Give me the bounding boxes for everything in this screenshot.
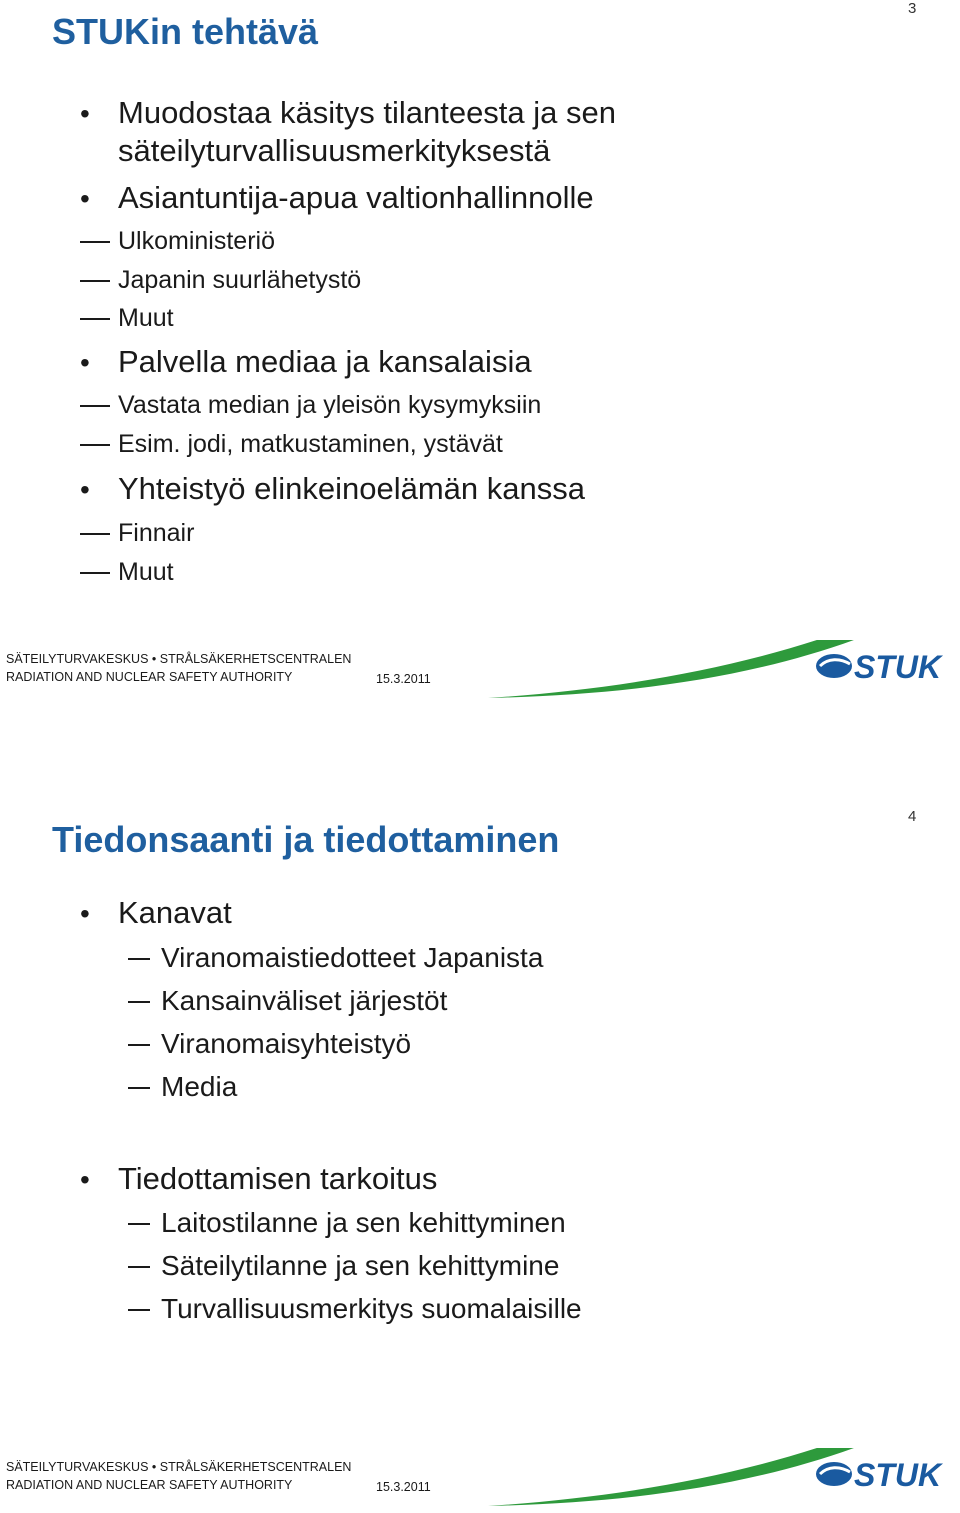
sub-item-text: Viranomaisyhteistyö <box>161 1028 412 1059</box>
bullet-marker <box>80 179 90 218</box>
sub-item-text: Vastata median ja yleisön kysymyksiin <box>118 391 542 419</box>
dash-marker <box>80 389 110 407</box>
dash-marker <box>128 940 150 960</box>
bullet-text: Tiedottamisen tarkoitus <box>118 1161 438 1196</box>
footer-authority: RADIATION AND NUCLEAR SAFETY AUTHORITY <box>6 670 293 684</box>
svg-text:STUK: STUK <box>854 1457 942 1493</box>
page-number: 4 <box>908 808 917 825</box>
footer-date: 15.3.2011 <box>376 1480 431 1494</box>
sub-item-text: Finnair <box>118 519 195 547</box>
page-number: 3 <box>908 0 917 17</box>
sub-item-text: Japanin suurlähetystö <box>118 266 362 294</box>
footer-org-name: SÄTEILYTURVAKESKUS • STRÅLSÄKERHETSCENTRALEN <box>6 652 352 666</box>
bullet-marker <box>80 470 90 509</box>
dash-marker <box>80 428 110 446</box>
sub-item-text: Esim. jodi, matkustaminen, ystävät <box>118 430 503 458</box>
sub-item-text: Ulkoministeriö <box>118 227 275 255</box>
dash-marker <box>80 556 110 574</box>
dash-marker <box>128 1069 150 1089</box>
bullet-text: Yhteistyö elinkeinoelämän kanssa <box>118 471 585 506</box>
bullet-text: säteilyturvallisuusmerkityksestä <box>118 133 551 168</box>
dash-marker <box>128 1026 150 1046</box>
sub-item-text: Muut <box>118 304 174 332</box>
bullet-text: Asiantuntija-apua valtionhallinnolle <box>118 180 594 215</box>
dash-marker <box>80 225 110 243</box>
bullet-text: Palvella mediaa ja kansalaisia <box>118 344 532 379</box>
dash-marker <box>128 1291 150 1311</box>
stuk-logo <box>814 644 944 686</box>
bullet-marker <box>80 1160 90 1199</box>
slide-title: STUKin tehtävä <box>52 11 319 52</box>
slide-3 <box>0 0 960 700</box>
sub-item-text: Media <box>161 1071 238 1102</box>
dash-marker <box>80 302 110 320</box>
dash-marker <box>80 517 110 535</box>
slide-footer <box>0 1448 960 1513</box>
slide-footer <box>0 640 960 700</box>
dash-marker <box>128 1248 150 1268</box>
bullet-marker <box>80 94 90 133</box>
sub-item-text: Muut <box>118 558 174 586</box>
sub-item-text: Laitostilanne ja sen kehittyminen <box>161 1207 566 1238</box>
footer-date: 15.3.2011 <box>376 672 431 686</box>
footer-org-name: SÄTEILYTURVAKESKUS • STRÅLSÄKERHETSCENTRALEN <box>6 1460 352 1474</box>
dash-marker <box>128 983 150 1003</box>
sub-item-text: Viranomaistiedotteet Japanista <box>161 942 544 973</box>
slide-4 <box>0 808 960 1513</box>
bullet-text: Kanavat <box>118 895 232 930</box>
slide-title: Tiedonsaanti ja tiedottaminen <box>52 819 560 860</box>
sub-item-text: Kansainväliset järjestöt <box>161 985 448 1016</box>
sub-item-text: Turvallisuusmerkitys suomalaisille <box>161 1293 582 1324</box>
dash-marker <box>128 1205 150 1225</box>
dash-marker <box>80 264 110 282</box>
sub-item-text: Säteilytilanne ja sen kehittymine <box>161 1250 560 1281</box>
svg-text:STUK: STUK <box>854 649 942 685</box>
bullet-marker <box>80 894 90 933</box>
footer-authority: RADIATION AND NUCLEAR SAFETY AUTHORITY <box>6 1478 293 1492</box>
bullet-text: Muodostaa käsitys tilanteesta ja sen <box>118 95 616 130</box>
stuk-logo <box>814 1452 944 1494</box>
bullet-marker <box>80 343 90 382</box>
